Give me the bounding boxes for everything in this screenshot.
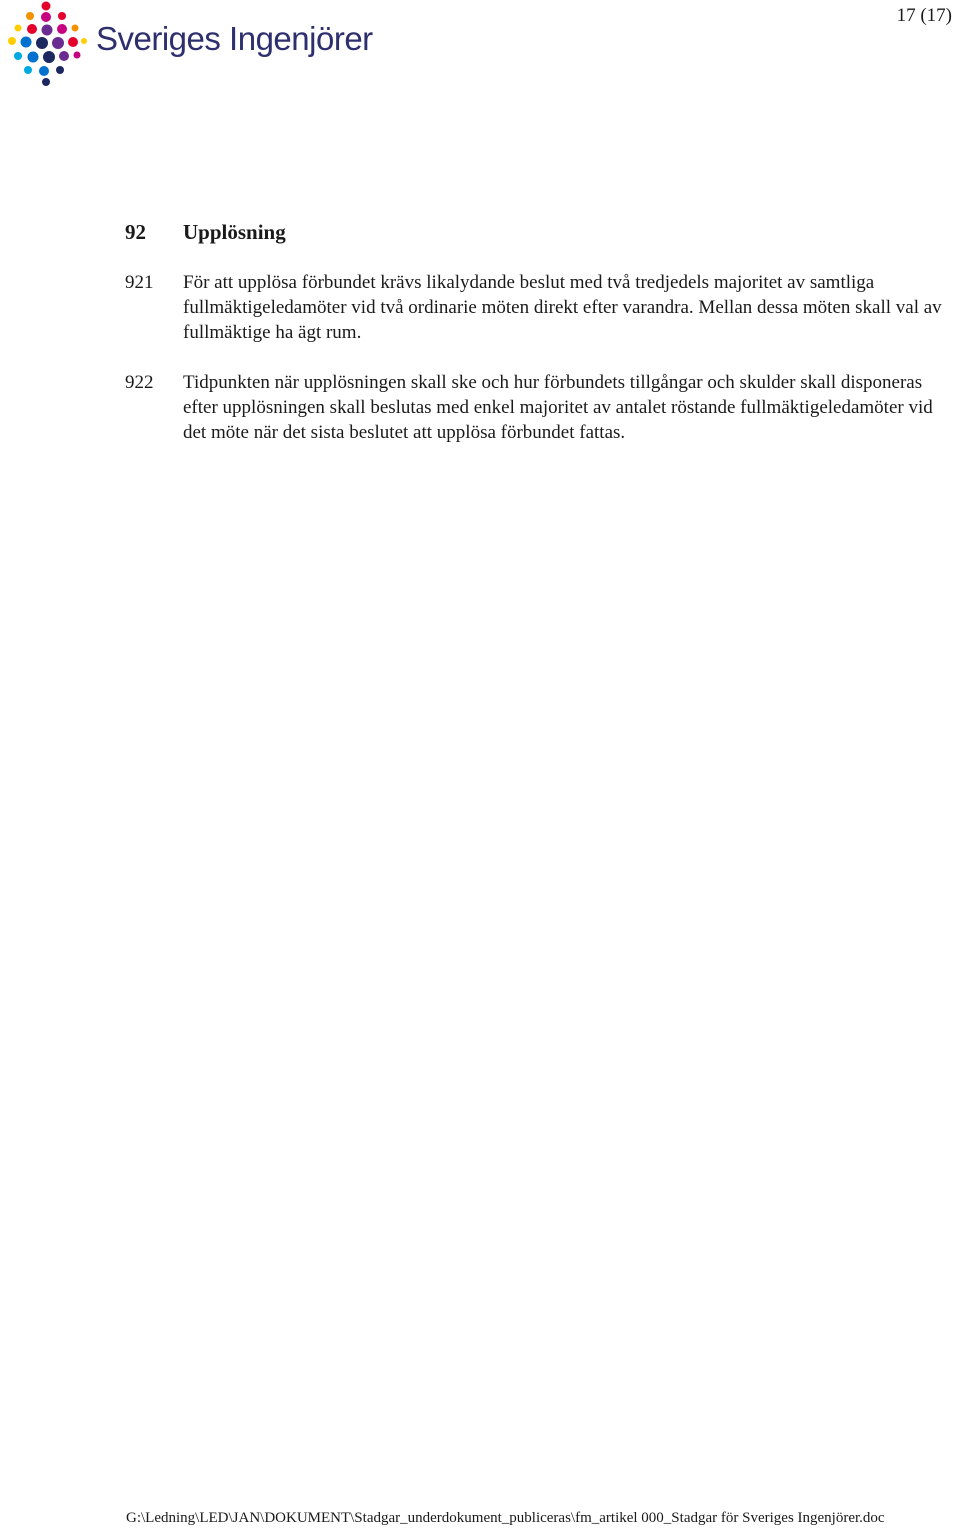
logo-dot [81,38,87,44]
logo-dot [15,25,22,32]
logo-dot [43,51,55,63]
logo-text: Sveriges Ingenjörer [96,20,373,57]
logo-dot [42,2,51,11]
logo-dot [68,37,78,47]
page-number: 17 (17) [896,5,952,26]
paragraph-text: För att upplösa förbundet krävs likalydande beslut med två tredjedels majoritet av samtliga fullmäktigeledamöter vid två ordinarie möten direkt efter varandra. Mellan dessa möten skall val av fullmäktige ha ägt rum. [183,272,942,343]
logo-dot [21,37,32,48]
logo-dot [59,51,69,61]
paragraph-number: 922 [125,372,154,393]
logo-dot [27,24,37,34]
paragraph-number: 921 [125,272,154,293]
logo-dot [57,24,67,34]
logo-dot [42,78,50,86]
footer-file-path: G:\Ledning\LED\JAN\DOKUMENT\Stadgar_underdokument_publiceras\fm_artikel 000_Stadgar för Sveriges Ingenjörer.doc [126,1510,885,1526]
logo-dot [39,66,49,76]
logo-dot [74,52,81,59]
logo-dot [41,12,51,22]
section-title: Upplösning [183,220,286,244]
logo-dot [28,52,39,63]
paragraph [125,270,955,345]
paragraph [125,370,955,445]
organization-logo [4,0,404,88]
logo-dot [24,66,32,74]
dot-pattern-icon [4,0,88,88]
logo-dot [36,37,48,49]
logo-dot [42,25,53,36]
paragraph-text: Tidpunkten när upplösningen skall ske och hur förbundets tillgångar och skulder skall disponeras efter upplösningen skall beslutas med enkel majoritet av antalet röstande fullmäktigeledamöter vid det möte när det sista beslutet att upplösa förbundet fattas. [183,372,933,443]
logo-dot [56,66,64,74]
section-number: 92 [125,220,146,244]
logo-dot [26,12,34,20]
logo-dot [14,52,22,60]
logo-dot [72,25,79,32]
section-heading [125,220,286,245]
logo-dot [58,12,66,20]
logo-dot [52,37,64,49]
logo-dot [8,37,16,45]
